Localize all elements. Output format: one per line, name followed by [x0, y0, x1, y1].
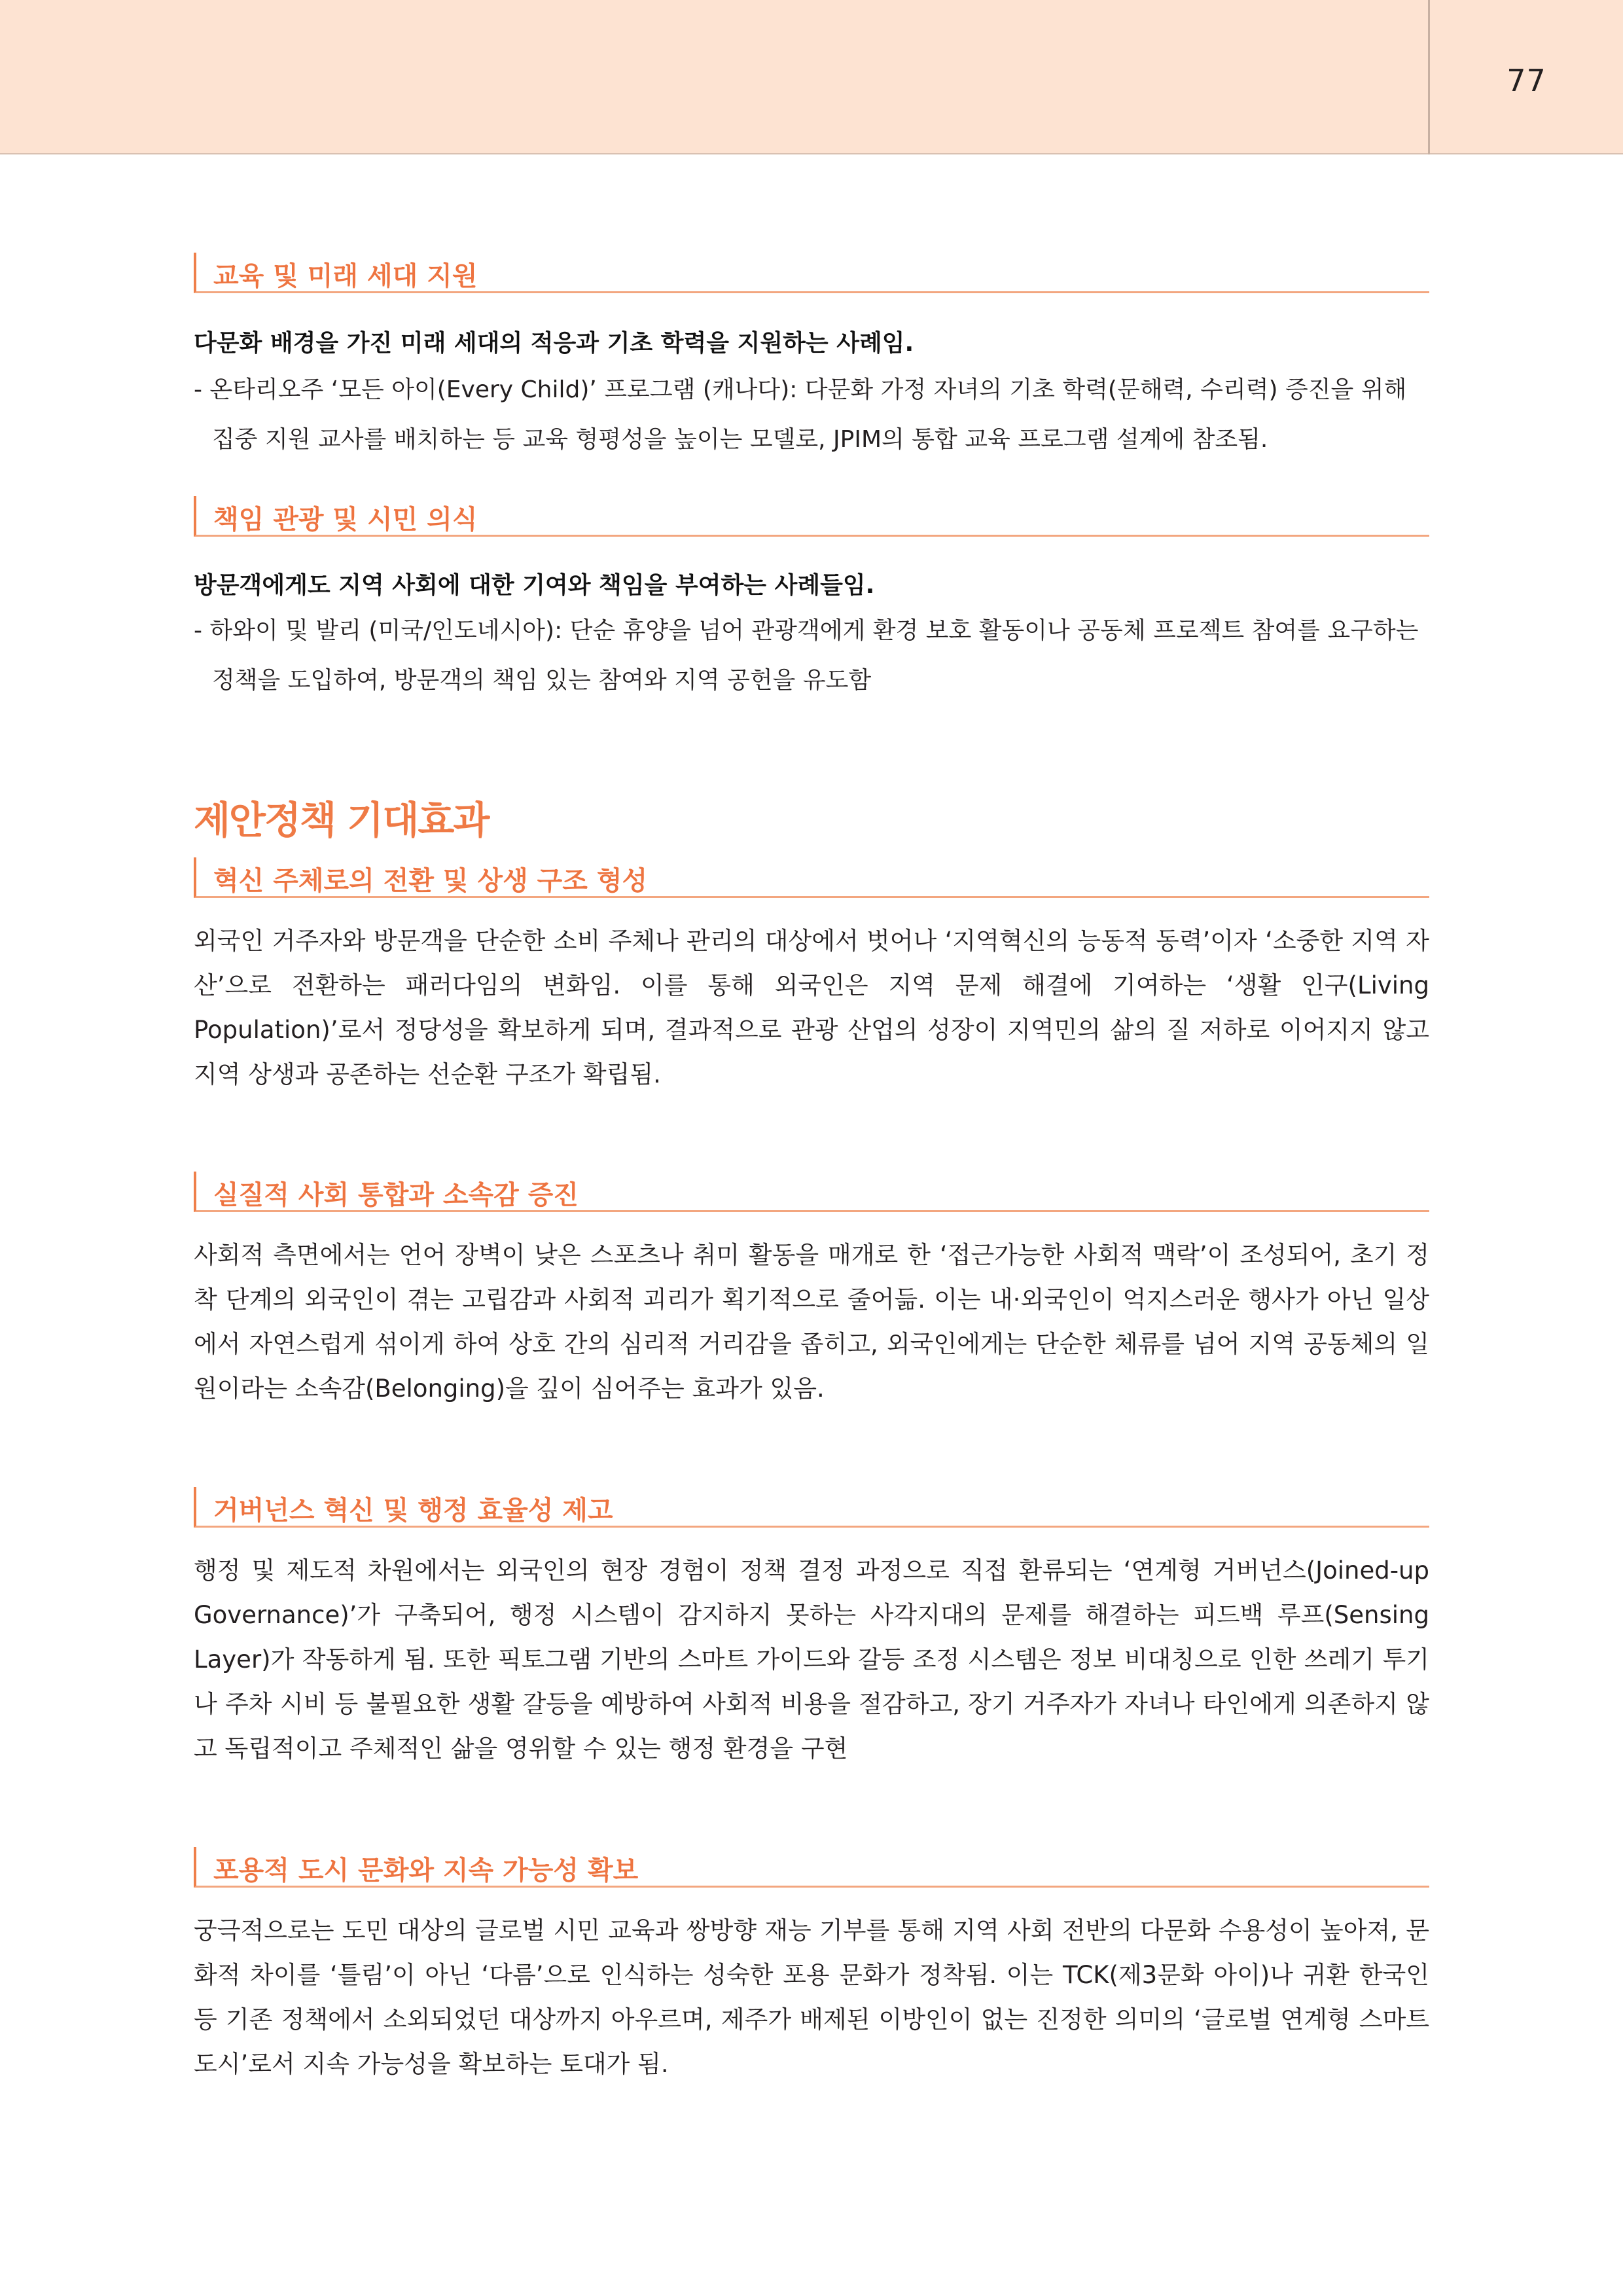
subheading-label: 교육 및 미래 세대 지원: [213, 261, 478, 291]
lead-sentence-tourism: 방문객에게도 지역 사회에 대한 기여와 책임을 부여하는 사례들임.: [194, 572, 875, 599]
paragraph-social-integration: 사회적 측면에서는 언어 장벽이 낮은 스포츠나 취미 활동을 매개로 한 ‘접근가능한 사회적 맥락’이 조성되어, 초기 정착 단계의 외국인이 겪는 고립감과 사회적 괴리가 획기적으로 줄어듦. 이는 내·외국인이 억지스러운 행사가 아닌 일상에서 자연스럽게 섞이게 하여 상호 간의 심리적 거리감을 좁히고, 외국인에게는 단순한 체류를 넘어 지역 공동체의 일원이라는 소속감(Belonging)을 깊이 심어주는 효과가 있음.: [194, 1241, 1429, 1403]
subheading-governance: [194, 1487, 1429, 1528]
subheading-innovation: [194, 857, 1429, 898]
subheading-social-integration: [194, 1172, 1429, 1212]
subheading-label: 거버넌스 혁신 및 행정 효율성 제고: [213, 1496, 613, 1526]
paragraph-innovation: 외국인 거주자와 방문객을 단순한 소비 주체나 관리의 대상에서 벗어나 ‘지역혁신의 능동적 동력’이자 ‘소중한 지역 자산’으로 전환하는 패러다임의 변화임. 이를 통해 외국인은 지역 문제 해결에 기여하는 ‘생활 인구(Living Population)’로서 정당성을 확보하게 되며, 결과적으로 관광 산업의 성장이 지역민의 삶의 질 저하로 이어지지 않고 지역 상생과 공존하는 선순환 구조가 확립됨.: [194, 927, 1429, 1088]
subheading-label: 실질적 사회 통합과 소속감 증진: [213, 1180, 579, 1210]
bullet-item-ontario: - 온타리오주 ‘모든 아이(Every Child)’ 프로그램 (캐나다): 다문화 가정 자녀의 기초 학력(문해력, 수리력) 증진을 위해 집중 지원 교사를 배치하는 등 교육 형평성을 높이는 모델로, JPIM의 통합 교육 프로그램 설계에 참조됨.: [194, 376, 1407, 453]
paragraph-governance: 행정 및 제도적 차원에서는 외국인의 현장 경험이 정책 결정 과정으로 직접 환류되는 ‘연계형 거버넌스(Joined-up Governance)’가 구축되어, 행정 시스템이 감지하지 못하는 사각지대의 문제를 해결하는 피드백 루프(Sensing Layer)가 작동하게 됨. 또한 픽토그램 기반의 스마트 가이드와 갈등 조정 시스템은 정보 비대칭으로 인한 쓰레기 투기나 주차 시비 등 불필요한 생활 갈등을 예방하여 사회적 비용을 절감하고, 장기 거주자가 자녀나 타인에게 의존하지 않고 독립적이고 주체적인 삶을 영위할 수 있는 행정 환경을 구현: [194, 1556, 1429, 1763]
subheading-label: 혁신 주체로의 전환 및 상생 구조 형성: [213, 866, 648, 896]
page-number: 77: [1507, 63, 1546, 98]
section-title: 제안정책 기대효과: [194, 798, 489, 842]
subheading-responsible-tourism: [194, 496, 1429, 537]
subheading-label: 포용적 도시 문화와 지속 가능성 확보: [213, 1856, 639, 1886]
subheading-education: [194, 253, 1429, 293]
bullet-item-hawaii-bali: - 하와이 및 발리 (미국/인도네시아): 단순 휴양을 넘어 관광객에게 환경 보호 활동이나 공동체 프로젝트 참여를 요구하는 정책을 도입하여, 방문객의 책임 있는 참여와 지역 공헌을 유도함: [194, 617, 1419, 694]
subheading-inclusive-culture: [194, 1847, 1429, 1888]
lead-sentence-education: 다문화 배경을 가진 미래 세대의 적응과 기초 학력을 지원하는 사례임.: [194, 330, 914, 357]
subheading-label: 책임 관광 및 시민 의식: [213, 505, 478, 535]
page-header-band: [0, 0, 1623, 154]
paragraph-inclusive-culture: 궁극적으로는 도민 대상의 글로벌 시민 교육과 쌍방향 재능 기부를 통해 지역 사회 전반의 다문화 수용성이 높아져, 문화적 차이를 ‘틀림’이 아닌 ‘다름’으로 인식하는 성숙한 포용 문화가 정착됨. 이는 TCK(제3문화 아이)나 귀환 한국인 등 기존 정책에서 소외되었던 대상까지 아우르며, 제주가 배제된 이방인이 없는 진정한 의미의 ‘글로벌 연계형 스마트 도시’로서 지속 가능성을 확보하는 토대가 됨.: [194, 1916, 1429, 2078]
